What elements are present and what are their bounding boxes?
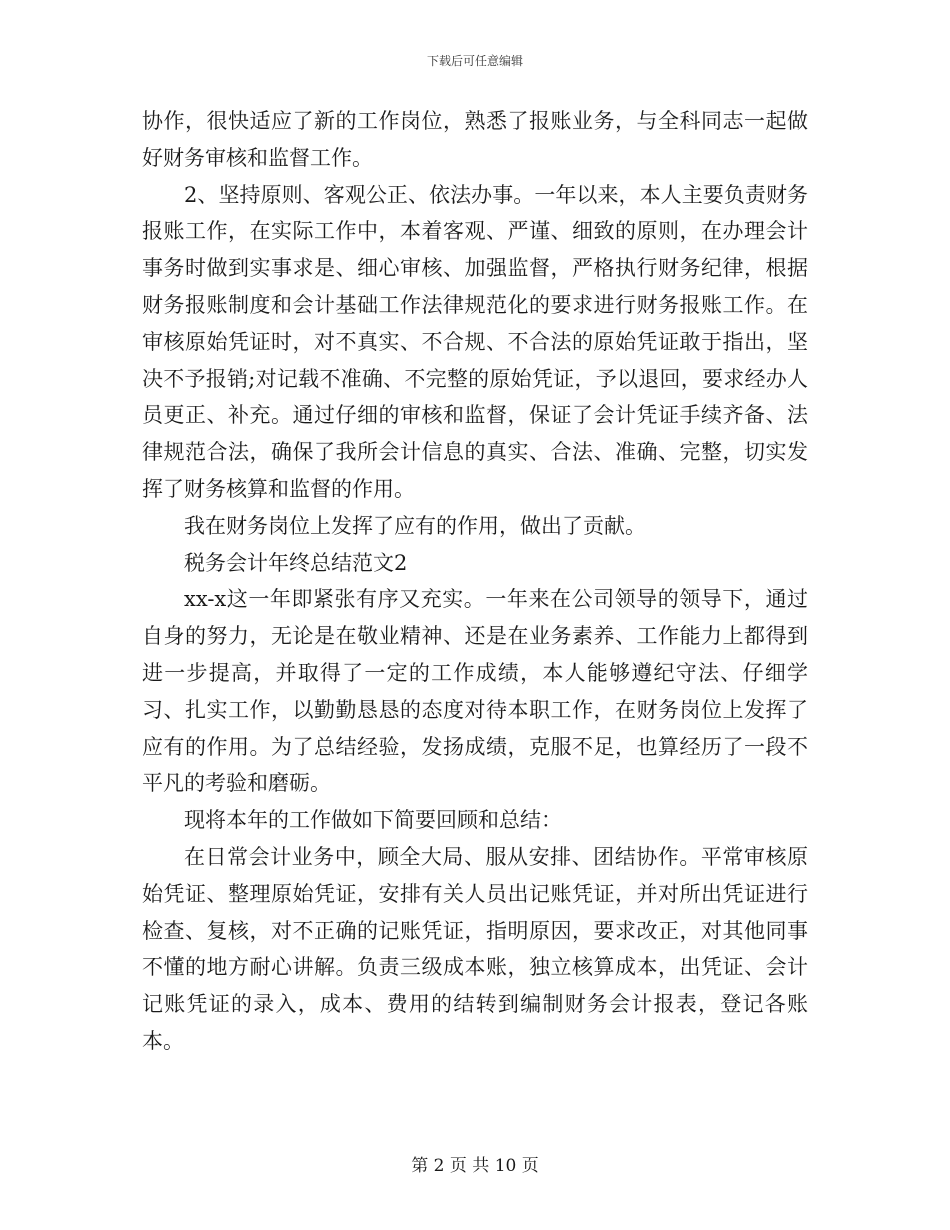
paragraph: 现将本年的工作做如下简要回顾和总结： (184, 808, 562, 833)
paragraph: xx-x这一年即紧张有序又充实。一年来在公司领导的领导下，通过自身的努力，无论是在敬业精神、还是在业务素养、工作能力上都得到进一步提高，并取得了一定的工作成绩，本人能够遵纪守法、仔细学习、扎实工作，以勤勤恳恳的态度对待本职工作，在财务岗位上发挥了应有的作用。为了总结经验，发扬成绩，克服不足，也算经历了一段不平凡的考验和磨砺。 (142, 587, 808, 796)
document-body (142, 103, 808, 1060)
page-number: 第 2 页 共 10 页 (411, 1156, 539, 1176)
paragraph: 在日常会计业务中，顾全大局、服从安排、团结协作。平常审核原始凭证、整理原始凭证，安排有关人员出记账凭证，并对所出凭证进行检查、复核，对不正确的记账凭证，指明原因，要求改正，对其他同事不懂的地方耐心讲解。负责三级成本账，独立核算成本，出凭证、会计记账凭证的录入，成本、费用的结转到编制财务会计报表，登记各账本。 (142, 844, 808, 1053)
paragraph: 协作，很快适应了新的工作岗位，熟悉了报账业务，与全科同志一起做好财务审核和监督工作。 (142, 109, 808, 170)
paragraph: 2、坚持原则、客观公正、依法办事。一年以来，本人主要负责财务报账工作，在实际工作中，本着客观、严谨、细致的原则，在办理会计事务时做到实事求是、细心审核、加强监督，严格执行财务纪律，根据财务报账制度和会计基础工作法律规范化的要求进行财务报账工作。在审核原始凭证时，对不真实、不合规、不合法的原始凭证敢于指出，坚决不予报销;对记载不准确、不完整的原始凭证，予以退回，要求经办人员更正、补充。通过仔细的审核和监督，保证了会计凭证手续齐备、法律规范合法，确保了我所会计信息的真实、合法、准确、完整，切实发挥了财务核算和监督的作用。 (142, 182, 808, 501)
page-header: 下载后可任意编辑 (426, 54, 523, 68)
paragraph: 我在财务岗位上发挥了应有的作用，做出了贡献。 (184, 513, 646, 538)
section-title: 税务会计年终总结范文2 (184, 550, 408, 575)
